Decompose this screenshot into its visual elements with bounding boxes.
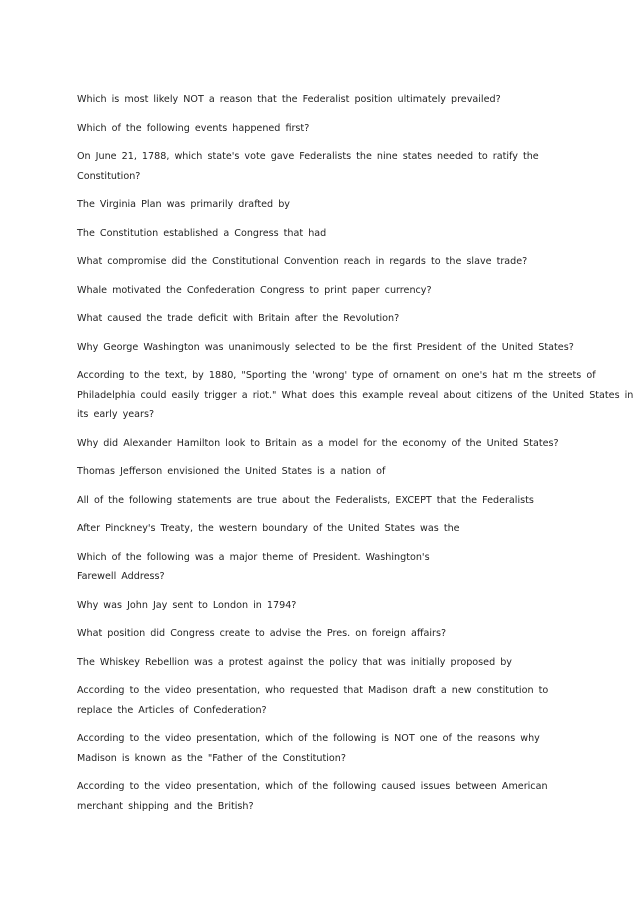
question-item — [77, 491, 607, 511]
question-text-line: Whale motivated the Confederation Congress to print paper currency? — [77, 284, 432, 296]
question-item — [77, 338, 607, 358]
question-text-line: Which of the following events happened first? — [77, 122, 310, 134]
question-text-line: The Constitution established a Congress that had — [77, 227, 327, 239]
question-text-line: On June 21, 1788, which state's vote gave Federalists the nine states needed to ratify the — [77, 151, 539, 162]
question-item — [77, 681, 607, 720]
question-item — [77, 519, 607, 539]
question-list — [77, 90, 634, 825]
question-text-line: Why was John Jay sent to London in 1794? — [77, 599, 297, 611]
question-item — [77, 729, 607, 768]
question-text-line: Philadelphia could easily trigger a riot." What does this example reveal about citizens of the United States in — [77, 389, 634, 401]
question-text-line: According to the text, by 1880, "Sporting the 'wrong' type of ornament on one's hat m the streets of — [77, 370, 596, 381]
question-text-line: According to the video presentation, who requested that Madison draft a new constitution to — [77, 685, 549, 696]
question-text-line: Madison is known as the "Father of the Constitution? — [77, 752, 346, 764]
question-text-line: Farewell Address? — [77, 571, 165, 582]
question-item — [77, 195, 607, 215]
question-text-line: According to the video presentation, which of the following caused issues between American — [77, 781, 548, 792]
question-item — [77, 119, 607, 139]
question-text-line: Constitution? — [77, 170, 141, 182]
question-text-line: After Pinckney's Treaty, the western boundary of the United States was the — [77, 523, 460, 534]
question-text-line: Which of the following was a major theme of President. Washington's — [77, 551, 430, 563]
question-item — [77, 548, 607, 587]
question-text-line: All of the following statements are true about the Federalists, EXCEPT that the Federalists — [77, 494, 534, 506]
question-text-line: Thomas Jefferson envisioned the United States is a nation of — [77, 466, 386, 477]
question-text-line: The Whiskey Rebellion was a protest against the policy that was initially proposed by — [77, 656, 512, 668]
question-item — [77, 653, 607, 673]
question-item — [77, 281, 607, 301]
question-text-line: Which is most likely NOT a reason that the Federalist position ultimately prevailed? — [77, 94, 501, 105]
question-item — [77, 624, 607, 644]
question-text-line: its early years? — [77, 409, 155, 420]
question-item — [77, 147, 607, 186]
question-item — [77, 224, 607, 244]
question-text-line: Why did Alexander Hamilton look to Britain as a model for the economy of the United States? — [77, 437, 559, 449]
question-item — [77, 462, 607, 482]
question-text-line: replace the Articles of Confederation? — [77, 704, 267, 716]
question-text-line: Why George Washington was unanimously selected to be the first President of the United States? — [77, 341, 574, 353]
question-item — [77, 90, 607, 110]
question-text-line: What caused the trade deficit with Britain after the Revolution? — [77, 313, 400, 324]
question-text-line: The Virginia Plan was primarily drafted by — [77, 199, 290, 210]
question-text-line: According to the video presentation, which of the following is NOT one of the reasons why — [77, 733, 540, 744]
question-text-line: merchant shipping and the British? — [77, 800, 254, 812]
question-item — [77, 309, 607, 329]
question-item — [77, 434, 607, 454]
question-item — [77, 252, 607, 272]
question-text-line: What position did Congress create to advise the Pres. on foreign affairs? — [77, 628, 447, 639]
question-item — [77, 596, 607, 616]
question-text-line: What compromise did the Constitutional Convention reach in regards to the slave trade? — [77, 256, 528, 267]
question-item — [77, 777, 607, 816]
question-item — [77, 366, 634, 425]
